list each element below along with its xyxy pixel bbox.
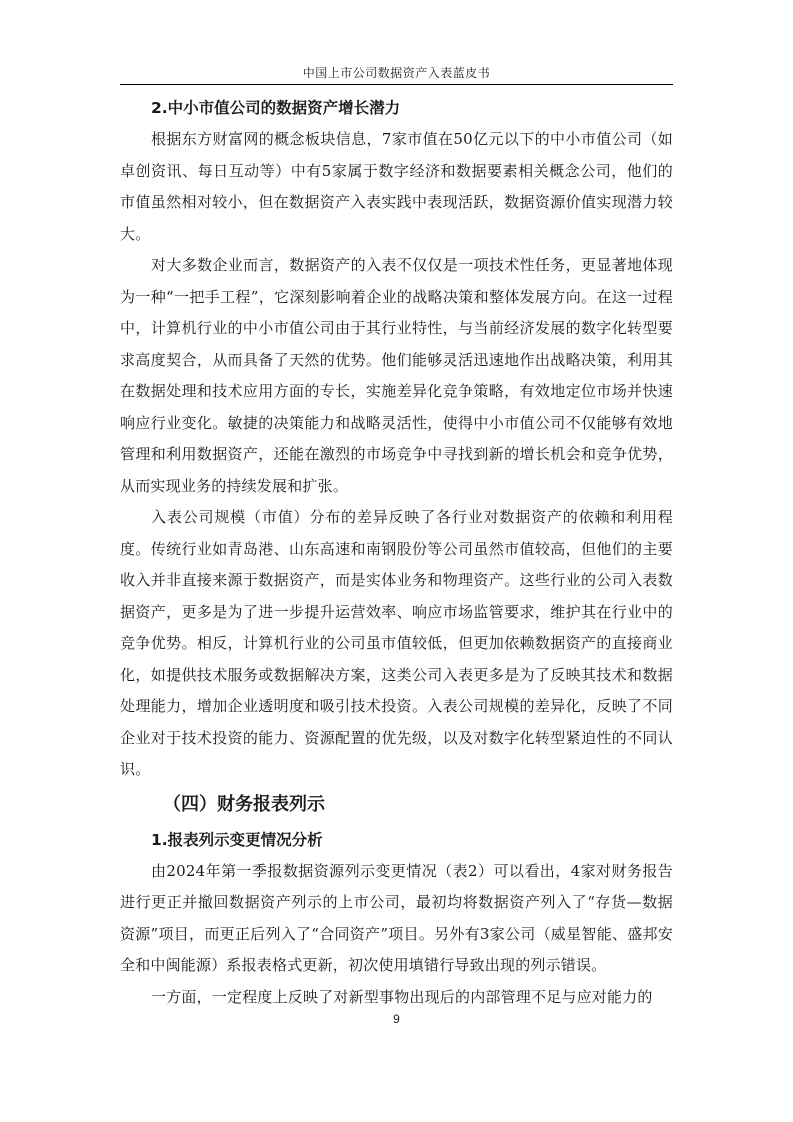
page-body (120, 92, 673, 1013)
paragraph: 由2024年第一季报数据资源列示变更情况（表2）可以看出，4家对财务报告进行更正并撤回数据资产列示的上市公司，最初均将数据资产列入了“存货—数据资源”项目，而更正后列入了“合同资产”项目。另外有3家公司（威星智能、盛邦安全和中闽能源）系报表格式更新，初次使用填错行导致出现的列示错误。 (120, 861, 673, 974)
subsection-title-growth-potential: 2.中小市值公司的数据资产增长潜力 (151, 99, 401, 117)
paragraph: 一方面，一定程度上反映了对新型事物出现后的内部管理不足与应对能力的 (151, 987, 653, 1006)
subsection-title-presentation-changes: 1.报表列示变更情况分析 (151, 830, 323, 849)
paragraph: 对大多数企业而言，数据资产的入表不仅仅是一项技术性任务，更显著地体现为一种“一把手工程”，它深刻影响着企业的战略决策和整体发展方向。在这一过程中，计算机行业的中小市值公司由于其行业特性，与当前经济发展的数字化转型要求高度契合，从而具备了天然的优势。他们能够灵活迅速地作出战略决策，利用其在数据处理和技术应用方面的专长，实施差异化竞争策略，有效地定位市场并快速响应行业变化。敏捷的决策能力和战略灵活性，使得中小市值公司不仅能够有效地管理和利用数据资产，还能在激烈的市场竞争中寻找到新的增长机会和竞争优势，从而实现业务的持续发展和扩张。 (120, 256, 673, 495)
page-number: 9 (393, 1012, 400, 1026)
section-title-financial-statements: （四）财务报表列示 (163, 793, 325, 815)
paragraph: 入表公司规模（市值）分布的差异反映了各行业对数据资产的依赖和利用程度。传统行业如青岛港、山东高速和南钢股份等公司虽然市值较高，但他们的主要收入并非直接来源于数据资产，而是实体业务和物理资产。这些行业的公司入表数据资产，更多是为了进一步提升运营效率、响应市场监管要求，维护其在行业中的竞争优势。相反，计算机行业的公司虽市值较低，但更加依赖数据资产的直接商业化，如提供技术服务或数据解决方案，这类公司入表更多是为了反映其技术和数据处理能力，增加企业透明度和吸引技术投资。入表公司规模的差异化，反映了不同企业对于技术投资的能力、资源配置的优先级，以及对数字化转型紧迫性的不同认识。 (120, 508, 673, 778)
header-divider (120, 84, 673, 85)
running-header: 中国上市公司数据资产入表蓝皮书 (302, 66, 491, 80)
paragraph: 根据东方财富网的概念板块信息，7家市值在50亿元以下的中小市值公司（如卓创资讯、每日互动等）中有5家属于数字经济和数据要素相关概念公司，他们的市值虽然相对较小，但在数据资产入表实践中表现活跃，数据资源价值实现潜力较大。 (120, 130, 673, 243)
